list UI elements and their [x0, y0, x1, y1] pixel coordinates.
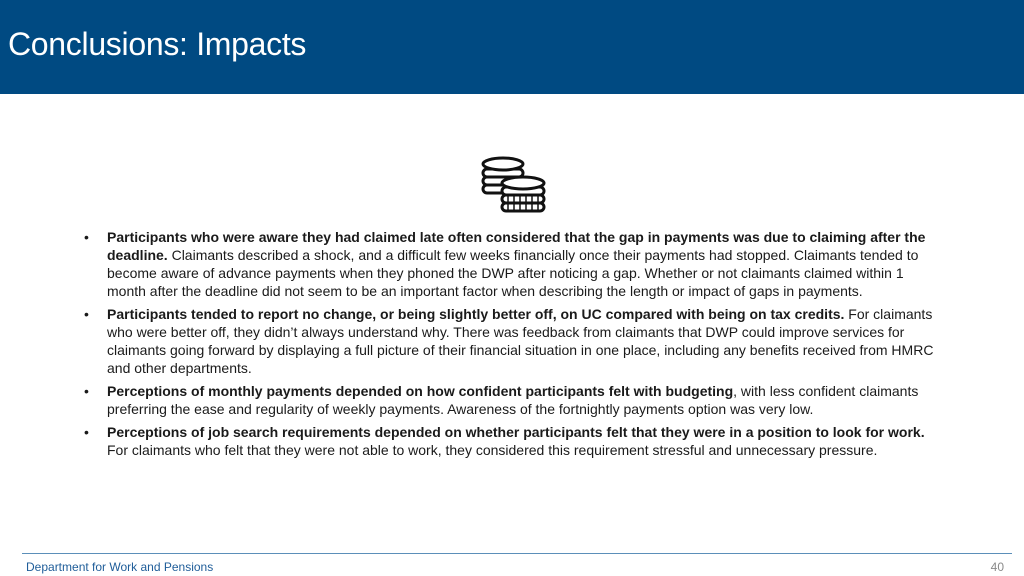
bullet-dot: •	[84, 383, 89, 399]
bullet-heading: Participants tended to report no change, or being slightly better off, on UC compared with being on tax credits.	[107, 306, 845, 322]
bullet-dot: •	[84, 424, 89, 440]
page-title: Conclusions: Impacts	[8, 26, 307, 62]
bullet-dot: •	[84, 306, 89, 322]
footer-divider	[22, 553, 1012, 554]
list-item	[84, 228, 944, 300]
bullet-text: For claimants who felt that they were not able to work, they considered this requirement stressful and unnecessary pressure.	[107, 442, 878, 458]
page-number: 40	[990, 560, 1004, 574]
list-item	[84, 423, 944, 459]
list-item	[84, 305, 944, 377]
bullet-heading: Perceptions of job search requirements depended on whether participants felt that they were in a position to look for work.	[107, 424, 925, 440]
bullet-dot: •	[84, 229, 89, 245]
header-bar	[0, 0, 1024, 94]
bullet-text: Claimants described a shock, and a difficult few weeks financially once their payments had stopped. Claimants tended to become aware of advance payments when they phoned the DWP after noticing a gap. Whether or not claimants claimed within 1 month after the deadline did not seem to be an important factor when describing the length or impact of gaps in payments.	[107, 247, 919, 299]
bullet-heading: Participants who were aware they had claimed late often considered that the gap in payments was due to claiming after the deadline.	[107, 229, 926, 263]
conclusions-list	[84, 228, 944, 464]
footer-organisation: Department for Work and Pensions	[26, 560, 214, 574]
list-item	[84, 382, 944, 418]
coins-icon	[478, 155, 550, 215]
bullet-heading: Perceptions of monthly payments depended on how confident participants felt with budgeting	[107, 383, 734, 399]
bullet-text: , with less confident claimants preferring the ease and regularity of weekly payments. Awareness of the fortnightly payments option was very low.	[107, 383, 919, 417]
bullet-text: For claimants who were better off, they didn’t always understand why. There was feedback from claimants that DWP could improve services for claimants going forward by displaying a full picture of their financial situation in one place, including any benefits received from HMRC and other departments.	[107, 306, 934, 376]
